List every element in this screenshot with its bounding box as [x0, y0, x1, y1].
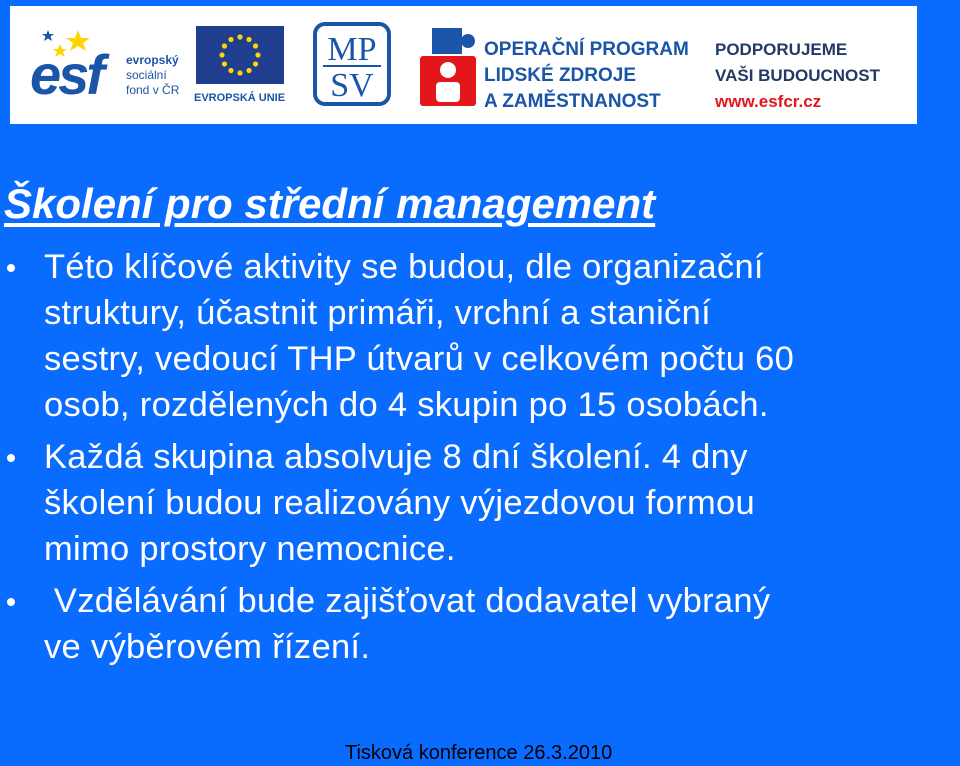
bullet-line: mimo prostory nemocnice. [44, 530, 456, 568]
bullet-line: struktury, účastnit primáři, vrchní a staniční [44, 294, 711, 332]
bullet-dot-icon [7, 454, 15, 462]
slide-title: Školení pro střední management [4, 180, 656, 227]
mpsv-top: MP [327, 31, 377, 68]
footer-caption: Tisková konference 26.3.2010 [345, 742, 613, 764]
bullet-line: sestry, vedoucí THP útvarů v celkovém počtu 60 [44, 340, 795, 378]
program-name [484, 37, 689, 115]
program-line-2: LIDSKÉ ZDROJE [484, 65, 637, 86]
mpsv-logo [313, 22, 393, 108]
bullet-line: Této klíčové aktivity se budou, dle organizační [44, 248, 764, 286]
program-line-1: OPERAČNÍ PROGRAM [484, 39, 689, 60]
bullet-item [0, 578, 960, 670]
esf-line-3: fond v ČR [126, 83, 180, 97]
esf-line-1: evropský [126, 53, 179, 67]
slogan-line-1: PODPORUJEME [715, 40, 848, 59]
bullet-line: Každá skupina absolvuje 8 dní školení. 4 dny [44, 438, 748, 476]
eu-logo [192, 26, 288, 106]
logo-banner [10, 6, 917, 124]
esf-line-2: sociální [126, 68, 167, 82]
bullet-line: Vzdělávání bude zajišťovat dodavatel vybraný [44, 582, 771, 620]
bullet-list [0, 244, 960, 670]
bullet-dot-icon [7, 264, 15, 272]
esf-logo [30, 24, 190, 108]
esf-url: www.esfcr.cz [715, 92, 822, 111]
program-line-3: A ZAMĚSTNANOST [484, 91, 661, 112]
puzzle-person-icon [418, 26, 480, 110]
esf-mark: esf [30, 43, 102, 106]
bullet-item [0, 244, 960, 428]
eu-label: EVROPSKÁ UNIE [194, 92, 286, 104]
support-slogan [715, 37, 880, 115]
bullet-item [0, 434, 960, 572]
slogan-line-2: VAŠI BUDOUCNOST [715, 66, 880, 85]
bullet-line: osob, rozdělených do 4 skupin po 15 osobách. [44, 386, 769, 424]
bullet-line: ve výběrovém řízení. [44, 628, 371, 666]
bullet-dot-icon [7, 598, 15, 606]
bullet-line: školení budou realizovány výjezdovou formou [44, 484, 755, 522]
mpsv-bottom: SV [330, 67, 374, 104]
